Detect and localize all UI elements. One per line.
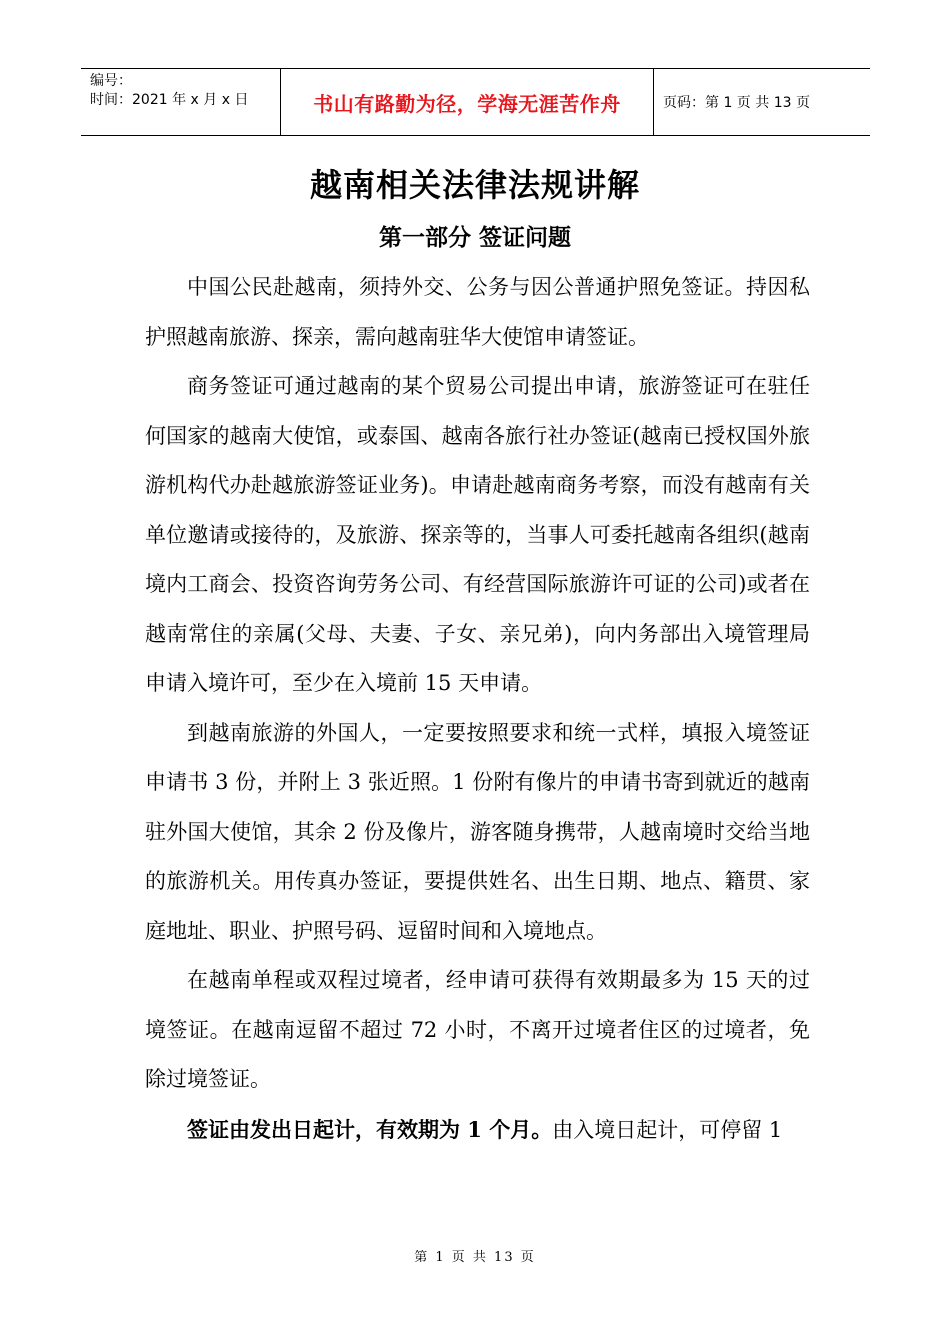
document-title: 越南相关法律法规讲解 <box>309 166 640 204</box>
header-meta-cell <box>81 69 281 135</box>
header-motto: 书山有路勤为径，学海无涯苦作舟 <box>313 91 621 116</box>
header-motto-cell <box>281 69 654 135</box>
header-table <box>81 68 870 136</box>
header-page-cell <box>654 69 870 135</box>
stay-duration-text: 由入境日起计，可停留 1 <box>552 1117 783 1142</box>
body-paragraph: 在越南单程或双程过境者，经申请可获得有效期最多为 15 天的过境签证。在越南逗留不超过 72 小时，不离开过境者住区的过境者，免除过境签证。 <box>145 968 810 1091</box>
body-paragraph: 到越南旅游的外国人，一定要按照要求和统一式样，填报入境签证申请书 3 份，并附上 3 张近照。1 份附有像片的申请书寄到就近的越南驻外国大使馆，其余 2 份及像片，游客随身携带，人越南境时交给当地的旅游机关。用传真办签证，要提供姓名、出生日期、地点、籍贯、家庭地址、职业、护照号码、逗留时间和入境地点。 <box>145 720 810 943</box>
bold-validity-text: 签证由发出日起计，有效期为 1 个月。 <box>187 1116 553 1142</box>
body-paragraph: 中国公民赴越南，须持外交、公务与因公普通护照免签证。持因私护照越南旅游、探亲，需向越南驻华大使馆申请签证。 <box>145 275 810 349</box>
body-paragraph-last <box>145 1105 810 1156</box>
header-page-info: 页码：第 1 页 共 13 页 <box>663 95 810 111</box>
document-body <box>145 263 810 1155</box>
document-date-label: 时间：2021 年 x 月 x 日 <box>90 92 249 108</box>
section-heading: 第一部分 签证问题 <box>378 225 571 251</box>
body-paragraph: 商务签证可通过越南的某个贸易公司提出申请，旅游签证可在驻任何国家的越南大使馆，或泰国、越南各旅行社办签证(越南已授权国外旅游机构代办赴越旅游签证业务)。申请赴越南商务考察，而没有越南有关单位邀请或接待的，及旅游、探亲等的，当事人可委托越南各组织(越南境内工商会、投资咨询劳务公司、有经营国际旅游许可证的公司)或者在越南常住的亲属(父母、夫妻、子女、亲兄弟)，向内务部出入境管理局申请入境许可，至少在入境前 15 天申请。 <box>145 374 810 695</box>
document-number-label: 编号： <box>90 73 132 89</box>
page-footer: 第 1 页 共 13 页 <box>414 1250 536 1265</box>
